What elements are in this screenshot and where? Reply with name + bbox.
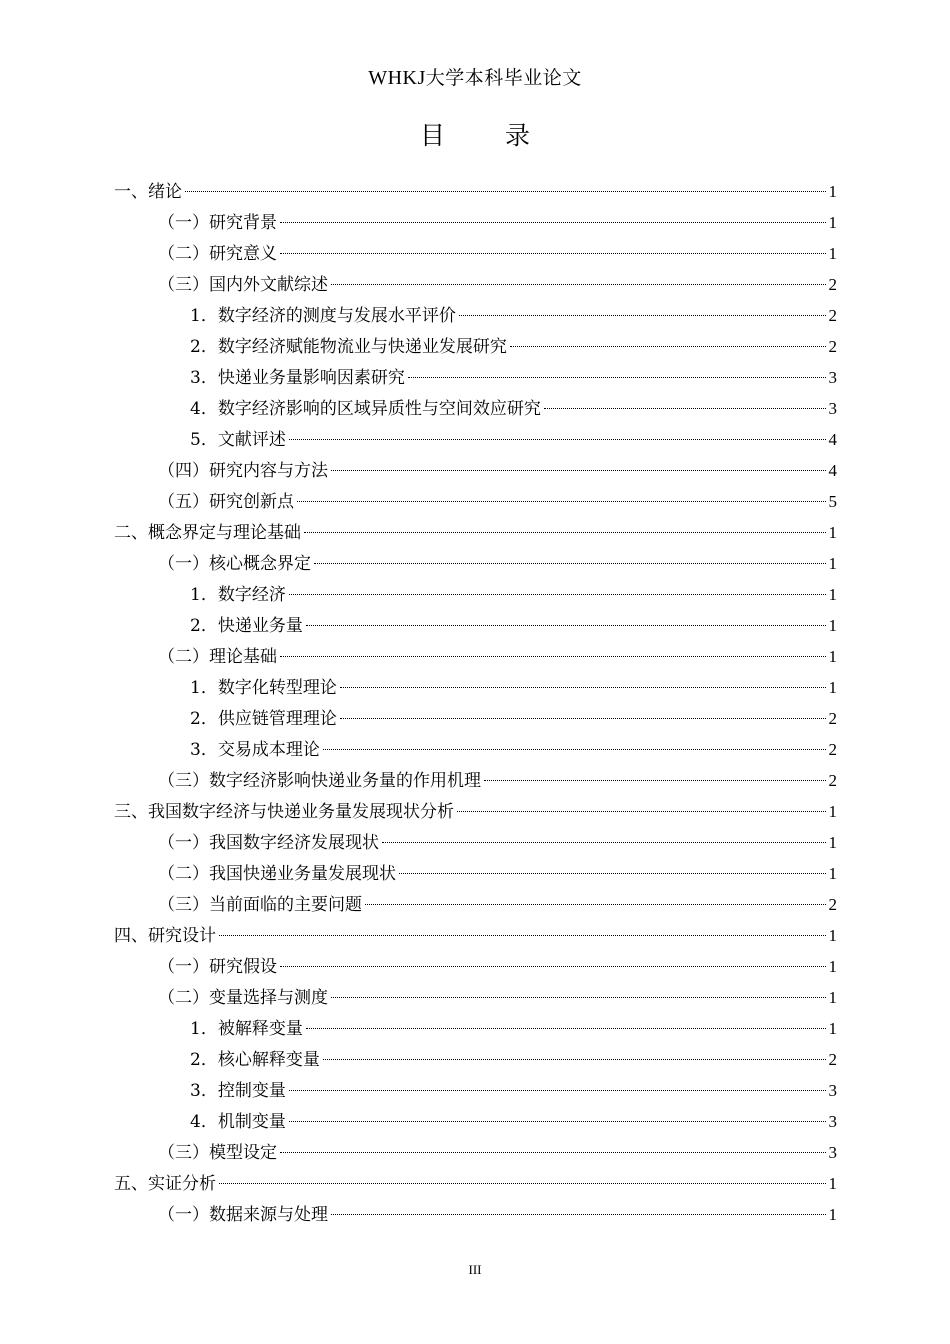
toc-dot-leader [304,532,826,533]
toc-entry-page: 1 [828,647,837,666]
toc-entry-label: （五）研究创新点 [158,492,294,512]
toc-entry-page: 1 [828,678,837,697]
toc-entry[interactable] [114,703,837,734]
toc-dot-leader [219,935,826,936]
header-university: WHKJ [368,67,426,89]
toc-entry-page: 1 [828,802,837,821]
header-subtitle: 大学本科毕业论文 [425,67,582,89]
toc-entry-label: （二）变量选择与测度 [158,988,328,1008]
toc-dot-leader [484,780,826,781]
toc-entry[interactable] [114,1199,837,1230]
toc-entry-label: （四）研究内容与方法 [158,461,328,481]
toc-dot-leader [185,191,826,192]
toc-dot-leader [297,501,826,502]
toc-entry-page: 1 [828,926,837,945]
toc-dot-leader [280,253,826,254]
toc-entry-label: 2．快递业务量 [190,616,303,636]
toc-entry-label: （一）数据来源与处理 [158,1205,328,1225]
toc-entry[interactable] [114,579,837,610]
toc-entry[interactable] [114,486,837,517]
toc-entry-label: 4．数字经济影响的区域异质性与空间效应研究 [190,399,541,419]
page-title: 目 录 [420,121,556,150]
toc-entry[interactable] [114,610,837,641]
toc-dot-leader [280,1152,826,1153]
toc-entry-page: 2 [828,1050,837,1069]
toc-entry-page: 3 [828,1081,837,1100]
toc-dot-leader [280,656,826,657]
toc-entry[interactable] [114,207,837,238]
toc-entry[interactable] [114,393,837,424]
toc-dot-leader [510,346,826,347]
toc-entry[interactable] [114,734,837,765]
toc-entry[interactable] [114,362,837,393]
toc-entry-page: 4 [828,430,837,449]
toc-entry-page: 1 [828,988,837,1007]
toc-entry-page: 4 [828,461,837,480]
toc-entry[interactable] [114,176,837,207]
toc-entry-page: 1 [828,554,837,573]
toc-entry-page: 2 [828,709,837,728]
toc-entry-page: 1 [828,213,837,232]
toc-entry[interactable] [114,1106,837,1137]
toc-entry[interactable] [114,1168,837,1199]
toc-entry[interactable] [114,920,837,951]
toc-entry[interactable] [114,765,837,796]
toc-dot-leader [365,904,826,905]
toc-dot-leader [382,842,826,843]
toc-entry[interactable] [114,1075,837,1106]
toc-dot-leader [544,408,826,409]
toc-entry-page: 5 [828,492,837,511]
toc-entry-page: 3 [828,1143,837,1162]
toc-dot-leader [289,439,826,440]
toc-entry-label: 3．交易成本理论 [190,740,320,760]
toc-entry-label: 1．数字经济 [190,585,286,605]
toc-entry-label: 1．数字化转型理论 [190,678,337,698]
toc-dot-leader [289,1121,826,1122]
toc-entry-label: （一）研究背景 [158,213,277,233]
toc-entry-page: 1 [828,585,837,604]
toc-entry-label: 1．数字经济的测度与发展水平评价 [190,306,456,326]
toc-entry-label: 5．文献评述 [190,430,286,450]
toc-dot-leader [331,470,826,471]
running-header [0,63,950,90]
toc-entry-page: 2 [828,895,837,914]
toc-dot-leader [408,377,826,378]
toc-dot-leader [289,594,826,595]
toc-entry[interactable] [114,796,837,827]
toc-entry[interactable] [114,300,837,331]
toc-entry-page: 2 [828,337,837,356]
toc-entry-page: 2 [828,740,837,759]
toc-entry-label: （一）我国数字经济发展现状 [158,833,379,853]
toc-dot-leader [306,625,826,626]
toc-entry-page: 1 [828,182,837,201]
toc-entry-label: （二）我国快递业务量发展现状 [158,864,396,884]
toc-entry[interactable] [114,672,837,703]
toc-entry-page: 1 [828,864,837,883]
toc-entry-label: 2．供应链管理理论 [190,709,337,729]
toc-dot-leader [340,687,826,688]
toc-dot-leader [323,1059,826,1060]
toc-entry-label: 2．数字经济赋能物流业与快递业发展研究 [190,337,507,357]
toc-dot-leader [331,284,826,285]
toc-entry[interactable] [114,269,837,300]
toc-entry-page: 2 [828,306,837,325]
toc-entry[interactable] [114,889,837,920]
toc-entry-page: 1 [828,1174,837,1193]
toc-entry-label: 3．控制变量 [190,1081,286,1101]
toc-entry-label: 二、概念界定与理论基础 [114,523,301,543]
toc-entry-label: （二）研究意义 [158,244,277,264]
toc-entry[interactable] [114,982,837,1013]
toc-entry-label: （三）数字经济影响快递业务量的作用机理 [158,771,481,791]
toc-entry[interactable] [114,455,837,486]
toc-dot-leader [280,966,826,967]
toc-dot-leader [399,873,826,874]
toc-entry-page: 3 [828,1112,837,1131]
toc-entry-label: （一）核心概念界定 [158,554,311,574]
toc-entry-label: （二）理论基础 [158,647,277,667]
toc-entry-label: 三、我国数字经济与快递业务量发展现状分析 [114,802,454,822]
toc-entry[interactable] [114,827,837,858]
toc-entry-page: 1 [828,833,837,852]
toc-entry-page: 1 [828,244,837,263]
toc-entry[interactable] [114,331,837,362]
toc-entry-page: 1 [828,957,837,976]
toc-entry-page: 1 [828,523,837,542]
toc-entry-page: 3 [828,399,837,418]
toc-entry-page: 1 [828,616,837,635]
toc-dot-leader [340,718,826,719]
toc-entry[interactable] [114,951,837,982]
toc-entry[interactable] [114,1013,837,1044]
toc-dot-leader [323,749,826,750]
toc-entry-label: （三）模型设定 [158,1143,277,1163]
toc-dot-leader [219,1183,826,1184]
toc-dot-leader [331,997,826,998]
toc-entry-label: （三）当前面临的主要问题 [158,895,362,915]
table-of-contents [114,176,837,1230]
toc-entry-page: 3 [828,368,837,387]
toc-dot-leader [306,1028,826,1029]
toc-entry[interactable] [114,238,837,269]
toc-entry[interactable] [114,1137,837,1168]
toc-entry-label: 一、绪论 [114,182,182,202]
toc-entry[interactable] [114,424,837,455]
toc-entry[interactable] [114,1044,837,1075]
toc-dot-leader [289,1090,826,1091]
toc-entry-page: 1 [828,1205,837,1224]
toc-entry[interactable] [114,517,837,548]
toc-entry[interactable] [114,858,837,889]
toc-dot-leader [459,315,826,316]
toc-entry-page: 2 [828,771,837,790]
toc-entry-label: 4．机制变量 [190,1112,286,1132]
toc-entry-label: 五、实证分析 [114,1174,216,1194]
toc-entry[interactable] [114,548,837,579]
toc-dot-leader [314,563,826,564]
toc-entry-label: （三）国内外文献综述 [158,275,328,295]
toc-entry-label: 2．核心解释变量 [190,1050,320,1070]
toc-entry-page: 1 [828,1019,837,1038]
toc-entry-label: 四、研究设计 [114,926,216,946]
toc-entry-page: 2 [828,275,837,294]
toc-entry[interactable] [114,641,837,672]
page-number: III [468,1262,482,1277]
toc-dot-leader [457,811,826,812]
toc-entry-label: （一）研究假设 [158,957,277,977]
toc-dot-leader [280,222,826,223]
toc-entry-label: 1．被解释变量 [190,1019,303,1039]
toc-dot-leader [331,1214,826,1215]
toc-entry-label: 3．快递业务量影响因素研究 [190,368,405,388]
